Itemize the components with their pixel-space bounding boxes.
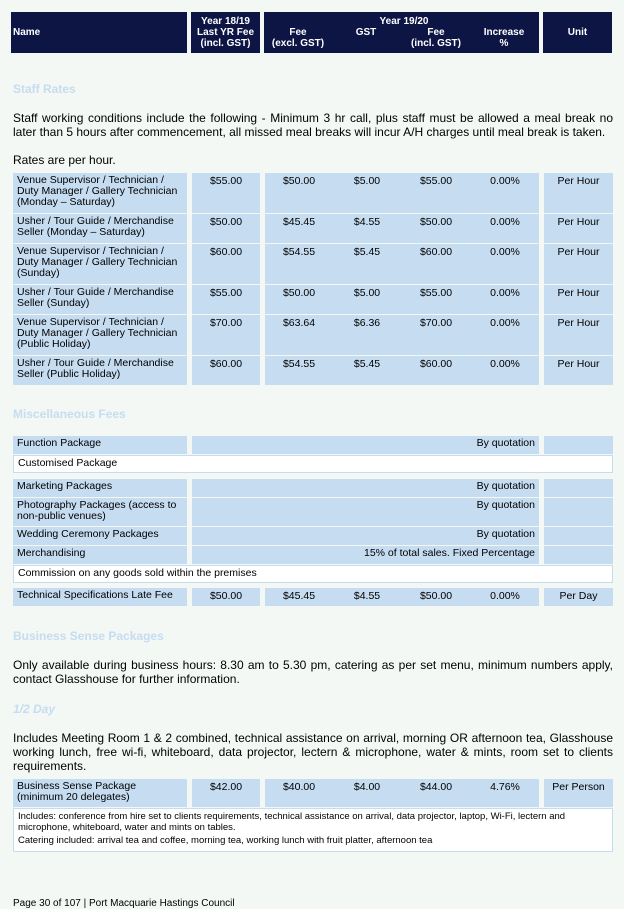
function-package-label: Function Package (17, 437, 102, 449)
staff-row-increase: 0.00% (490, 175, 520, 187)
staff-row-last: $50.00 (209, 216, 243, 228)
staff-row-unit-cell (544, 356, 613, 385)
header-fee-incl-2: (incl. GST) (411, 38, 461, 49)
staff-row-gst: $4.55 (353, 216, 381, 228)
staff-row-unit: Per Hour (557, 175, 600, 187)
staff-row-increase: 0.00% (490, 216, 520, 228)
wedding-value: By quotation (476, 528, 535, 540)
staff-row-incl: $60.00 (419, 358, 453, 370)
marketing-label: Marketing Packages (17, 480, 113, 492)
staff-row-name: Usher / Tour Guide / Merchandise Seller (Public Holiday) (17, 357, 174, 380)
function-package-name (13, 436, 187, 454)
business-package-gst: $4.00 (353, 781, 381, 793)
staff-row-last-cell (192, 214, 260, 243)
staff-row-increase: 0.00% (490, 358, 520, 370)
staff-row-increase: 0.00% (490, 317, 520, 329)
staff-row-name-cell (13, 214, 187, 243)
business-package-last: $42.00 (209, 781, 243, 793)
tech-fee-unit-cell (544, 588, 613, 606)
header-gst: GST (355, 27, 377, 38)
staff-row-last: $70.00 (209, 317, 243, 329)
merchandising-unit-cell (544, 546, 613, 564)
marketing-unit-cell (544, 479, 613, 497)
photography-value-cell (192, 498, 539, 526)
staff-row-last: $60.00 (209, 246, 243, 258)
photography-name (13, 498, 187, 526)
merchandising-value: 15% of total sales. Fixed Percentage (363, 547, 535, 559)
staff-row-name-cell (13, 356, 187, 385)
staff-row-year-cell (265, 173, 539, 213)
staff-row-name-cell (13, 285, 187, 314)
marketing-name (13, 479, 187, 497)
customised-package-label: Customised Package (18, 457, 118, 469)
customised-package-row (13, 455, 613, 473)
photography-unit-cell (544, 498, 613, 526)
staff-row-year-cell (265, 244, 539, 284)
business-package-last-cell (192, 779, 260, 807)
half-day-text: Includes Meeting Room 1 & 2 combined, technical assistance on arrival, morning OR afternoon tea, Glasshouse working lunch, free wi-fi, whiteboard, data projector, lectern & microphone, water & mints, room set to clients requirements. (13, 731, 613, 773)
staff-row-unit: Per Hour (557, 287, 600, 299)
merchandising-label: Merchandising (17, 547, 86, 559)
tech-fee-year-cell (265, 588, 539, 606)
page-footer: Page 30 of 107 | Port Macquarie Hastings Council (13, 898, 235, 909)
staff-row-increase: 0.00% (490, 246, 520, 258)
commission-label: Commission on any goods sold within the premises (18, 567, 257, 579)
business-package-name (13, 779, 187, 807)
header-year-label: Year 19/20 (379, 16, 429, 27)
tech-fee-label: Technical Specifications Late Fee (17, 589, 173, 601)
header-unit-cell (543, 12, 612, 53)
function-package-value-cell (192, 436, 539, 454)
staff-row-excl: $50.00 (282, 287, 316, 299)
wedding-name (13, 527, 187, 545)
merchandising-value-cell (192, 546, 539, 564)
business-package-unit-cell (544, 779, 613, 807)
staff-row-incl: $55.00 (419, 287, 453, 299)
header-year-cell (264, 12, 539, 53)
staff-row-last: $55.00 (209, 287, 243, 299)
staff-row-unit-cell (544, 173, 613, 213)
staff-row-last-cell (192, 356, 260, 385)
business-package-excl: $40.00 (282, 781, 316, 793)
staff-row-gst: $5.00 (353, 287, 381, 299)
header-unit: Unit (567, 27, 588, 38)
rates-note: Rates are per hour. (13, 153, 116, 167)
business-package-unit: Per Person (552, 781, 605, 793)
staff-row-name: Usher / Tour Guide / Merchandise Seller (Monday – Saturday) (17, 215, 174, 238)
staff-row-name-cell (13, 315, 187, 355)
staff-row-unit: Per Hour (557, 317, 600, 329)
marketing-value: By quotation (476, 480, 535, 492)
function-package-unit-cell (544, 436, 613, 454)
staff-row-last-cell (192, 315, 260, 355)
staff-row-gst: $5.45 (353, 246, 381, 258)
misc-fees-heading: Miscellaneous Fees (13, 407, 126, 421)
staff-row-last-cell (192, 285, 260, 314)
staff-row-unit-cell (544, 285, 613, 314)
staff-row-unit: Per Hour (557, 246, 600, 258)
staff-row-last-cell (192, 173, 260, 213)
staff-row-gst: $5.00 (353, 175, 381, 187)
tech-fee-name (13, 588, 187, 606)
business-heading: Business Sense Packages (13, 629, 164, 643)
staff-row-last-cell (192, 244, 260, 284)
staff-row-name: Venue Supervisor / Technician / Duty Manager / Gallery Technician (Public Holiday) (17, 316, 178, 350)
business-includes-box (13, 808, 613, 852)
business-includes-text: Includes: conference from hire set to clients requirements, technical assistance on arrival, data projector, laptop, Wi-Fi, lectern and microphone, whiteboard, water and mints on tables. (18, 811, 566, 833)
header-last-year-3: (incl. GST) (200, 38, 251, 49)
commission-row (13, 565, 613, 583)
business-package-increase: 4.76% (490, 781, 520, 793)
staff-row-unit-cell (544, 244, 613, 284)
business-package-incl: $44.00 (419, 781, 453, 793)
header-last-year-cell (191, 12, 260, 53)
staff-row-incl: $60.00 (419, 246, 453, 258)
tech-fee-gst: $4.55 (353, 590, 381, 602)
business-catering-text: Catering included: arrival tea and coffee, morning tea, working lunch with fruit platter, afternoon tea (18, 835, 433, 846)
staff-row-excl: $63.64 (282, 317, 316, 329)
staff-row-name: Venue Supervisor / Technician / Duty Manager / Gallery Technician (Sunday) (17, 245, 178, 279)
wedding-label: Wedding Ceremony Packages (17, 528, 159, 540)
tech-fee-unit: Per Day (559, 590, 598, 602)
half-day-heading: 1/2 Day (13, 702, 56, 716)
business-text: Only available during business hours: 8.30 am to 5.30 pm, catering as per set menu, minimum numbers apply, contact Glasshouse for further information. (13, 658, 613, 686)
header-name-cell (11, 12, 187, 53)
staff-row-name: Usher / Tour Guide / Merchandise Seller (Sunday) (17, 286, 174, 309)
staff-row-gst: $5.45 (353, 358, 381, 370)
staff-rates-heading: Staff Rates (13, 82, 76, 96)
marketing-value-cell (192, 479, 539, 497)
photography-label: Photography Packages (access to non-public venues) (17, 499, 177, 522)
staff-row-year-cell (265, 285, 539, 314)
wedding-unit-cell (544, 527, 613, 545)
tech-fee-last: $50.00 (209, 590, 243, 602)
header-increase-2: % (499, 38, 509, 49)
header-last-year-1: Year 18/19 (201, 16, 250, 27)
staff-row-incl: $70.00 (419, 317, 453, 329)
header-last-year-2: Last YR Fee (196, 27, 255, 38)
staff-row-excl: $54.55 (282, 358, 316, 370)
staff-row-year-cell (265, 356, 539, 385)
staff-row-increase: 0.00% (490, 287, 520, 299)
staff-row-name-cell (13, 244, 187, 284)
tech-fee-increase: 0.00% (490, 590, 520, 602)
wedding-value-cell (192, 527, 539, 545)
header-increase-1: Increase (483, 27, 525, 38)
tech-fee-incl: $50.00 (419, 590, 453, 602)
staff-row-excl: $45.45 (282, 216, 316, 228)
staff-row-year-cell (265, 315, 539, 355)
staff-row-excl: $50.00 (282, 175, 316, 187)
photography-value: By quotation (476, 499, 535, 511)
staff-row-incl: $55.00 (419, 175, 453, 187)
header-fee-excl-2: (excl. GST) (271, 38, 325, 49)
function-package-value: By quotation (476, 437, 535, 449)
staff-row-gst: $6.36 (353, 317, 381, 329)
header-name: Name (13, 27, 41, 38)
tech-fee-last-cell (192, 588, 260, 606)
staff-conditions-text: Staff working conditions include the following - Minimum 3 hr call, plus staff must be allowed a meal break no later than 5 hours after commencement, all missed meal breaks will incur A/H charges until meal break is taken. (13, 111, 613, 139)
business-package-label: Business Sense Package (minimum 20 delegates) (17, 780, 137, 803)
staff-row-last: $55.00 (209, 175, 243, 187)
staff-row-year-cell (265, 214, 539, 243)
header-fee-incl-1: Fee (427, 27, 445, 38)
staff-row-unit-cell (544, 214, 613, 243)
staff-row-incl: $50.00 (419, 216, 453, 228)
tech-fee-excl: $45.45 (282, 590, 316, 602)
staff-row-excl: $54.55 (282, 246, 316, 258)
business-package-year-cell (265, 779, 539, 807)
staff-row-name: Venue Supervisor / Technician / Duty Manager / Gallery Technician (Monday – Saturday) (17, 174, 178, 208)
staff-row-name-cell (13, 173, 187, 213)
staff-row-unit: Per Hour (557, 216, 600, 228)
header-fee-excl-1: Fee (289, 27, 307, 38)
staff-row-unit: Per Hour (557, 358, 600, 370)
staff-row-last: $60.00 (209, 358, 243, 370)
staff-row-unit-cell (544, 315, 613, 355)
merchandising-name (13, 546, 187, 564)
